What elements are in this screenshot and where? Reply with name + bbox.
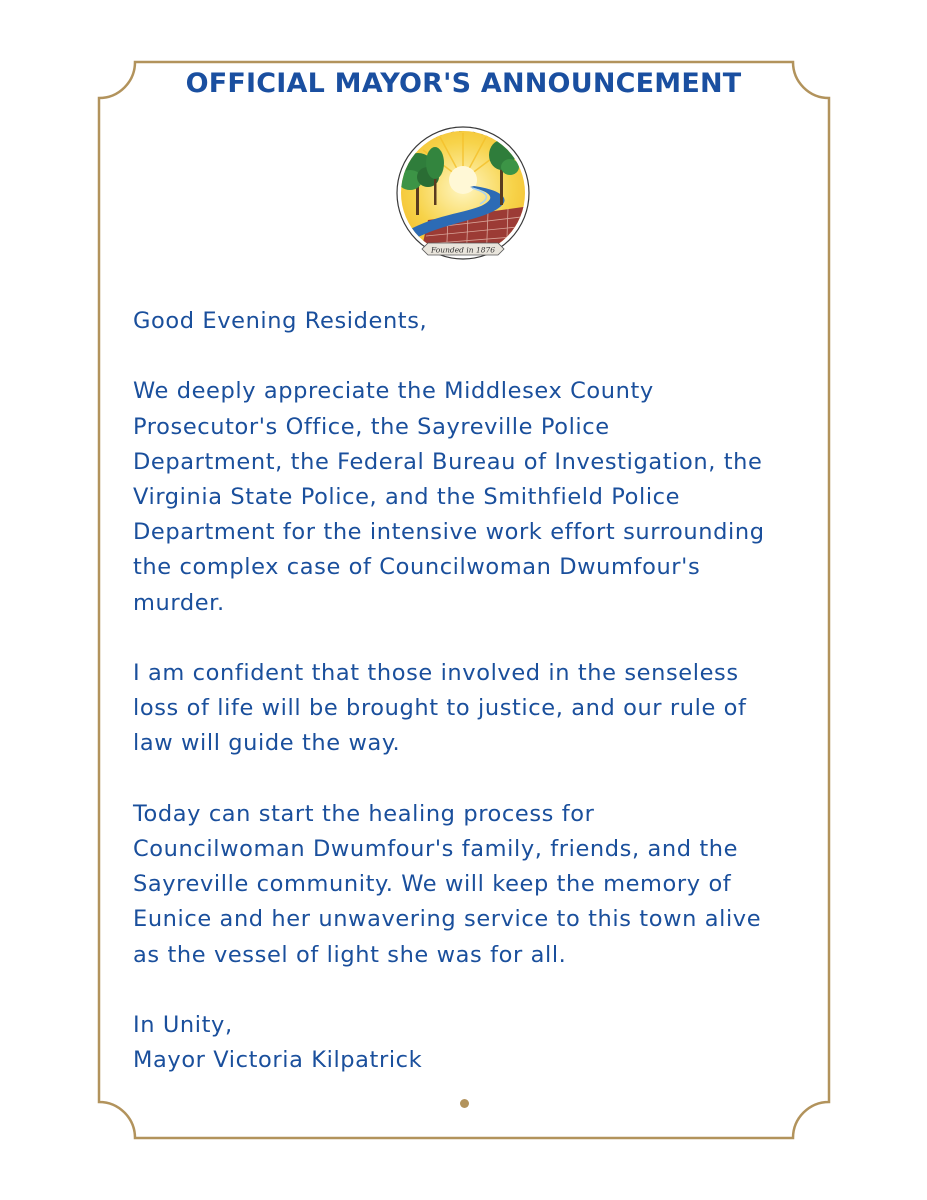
page-title: OFFICIAL MAYOR'S ANNOUNCEMENT bbox=[185, 68, 742, 99]
seal-ribbon-text: Founded in 1876 bbox=[430, 245, 496, 255]
letter-paragraph-3: Today can start the healing process for Councilwoman Dwumfour's family, friends, and the Sayreville community. We will keep the memory of Eunice and her unwavering service to this town alive as the vessel of light she was for all. bbox=[133, 800, 762, 968]
borough-seal-logo bbox=[388, 125, 538, 265]
letter-greeting: Good Evening Residents, bbox=[133, 308, 428, 334]
letter-signature: Mayor Victoria Kilpatrick bbox=[133, 1047, 423, 1074]
letter-closing: In Unity, bbox=[133, 1012, 233, 1038]
letter-paragraph-1: We deeply appreciate the Middlesex County Prosecutor's Office, the Sayreville Police Department, the Federal Bureau of Investigation, the Virginia State Police, and the Smithfield Police Department for the intensive work effort surrounding the complex case of Councilwoman Dwumfour's murder. bbox=[133, 378, 765, 616]
decorative-dot bbox=[460, 1099, 469, 1108]
letter-paragraph-2: I am confident that those involved in the senseless loss of life will be brought to justice, and our rule of law will guide the way. bbox=[133, 660, 747, 757]
letter-body bbox=[133, 304, 823, 1078]
